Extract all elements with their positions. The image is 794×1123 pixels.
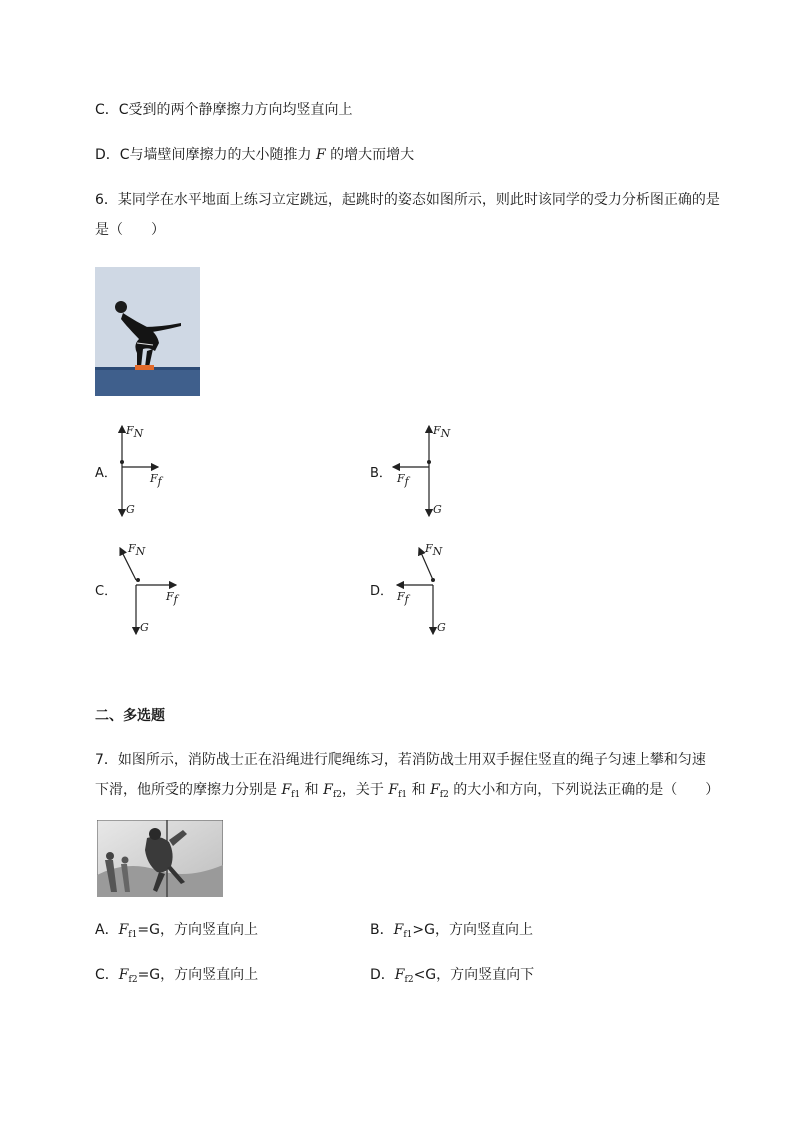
q7-ff2-symbol-2: F	[430, 782, 440, 798]
q6-diagram-c	[110, 538, 310, 648]
friction-force-label: Ff	[150, 472, 162, 488]
q7-option-c-sub: f2	[128, 975, 138, 985]
section-multiple-choice-heading: 二、多选题	[95, 708, 165, 724]
q7-ff1-symbol-2: F	[388, 782, 399, 798]
q6-option-a-label: A．	[95, 466, 117, 481]
q6-diagram-a	[110, 420, 310, 530]
q5-option-d-var: F	[316, 147, 326, 163]
q5-option-d-post: 的增大而增大	[325, 147, 415, 163]
q7-stem-part-a: 下滑，他所受的摩擦力分别是	[95, 782, 282, 798]
q7-option-b-label: B．	[370, 922, 394, 938]
q7-stem-part-c: ，关于	[341, 782, 389, 798]
q7-stem-line2	[95, 780, 719, 805]
q7-ff2-sub: f2	[332, 790, 342, 800]
q7-ff1-sub-2: f1	[398, 790, 408, 800]
long-jump-photo	[95, 267, 200, 396]
svg-text:FN: FN	[128, 542, 146, 558]
q7-ff1-symbol: F	[281, 782, 292, 798]
gravity-label: G	[126, 503, 135, 516]
q7-option-c-text: =G，方向竖直向上	[137, 967, 259, 983]
svg-text:G: G	[433, 503, 442, 516]
q7-option-c-f: F	[118, 967, 129, 983]
svg-text:FN: FN	[433, 424, 451, 440]
q5-option-d	[95, 145, 414, 165]
normal-force-label: FN	[126, 424, 144, 440]
q7-option-a-sub: f1	[128, 930, 138, 940]
svg-text:Ff: Ff	[397, 590, 409, 606]
svg-text:Ff: Ff	[397, 472, 409, 488]
q7-stem-part-e: 的大小和方向，下列说法正确的是（ ）	[448, 782, 720, 798]
q7-ff1-sub: f1	[291, 790, 301, 800]
q6-option-b-label: B．	[370, 466, 392, 481]
q7-option-d-label: D．	[370, 967, 395, 983]
q5-option-c: C．C受到的两个静摩擦力方向均竖直向上	[95, 102, 353, 118]
q7-option-a-label: A．	[95, 922, 119, 938]
q7-option-d-text: <G，方向竖直向下	[413, 967, 535, 983]
q7-option-c	[95, 965, 258, 990]
q6-diagram-b	[385, 420, 585, 530]
q7-option-b-f: F	[393, 922, 404, 938]
q6-option-d-label: D．	[370, 584, 394, 599]
q6-stem-line2: 是（ ）	[95, 222, 165, 238]
q7-option-a-text: =G，方向竖直向上	[137, 922, 258, 938]
q6-option-c-label: C．	[95, 584, 118, 599]
q7-option-b	[370, 920, 533, 945]
q7-option-c-label: C．	[95, 967, 119, 983]
q7-option-a-f: F	[118, 922, 129, 938]
q7-option-b-text: >G，方向竖直向上	[412, 922, 533, 938]
q6-stem-line1: 6．某同学在水平地面上练习立定跳远，起跳时的姿态如图所示，则此时该同学的受力分析图正确的是	[95, 192, 720, 208]
q7-option-d	[370, 965, 534, 990]
q7-option-d-f: F	[394, 967, 405, 983]
q7-stem-part-b: 和	[300, 782, 324, 798]
svg-text:G: G	[140, 621, 149, 634]
rope-climbing-photo	[97, 820, 223, 897]
svg-text:Ff: Ff	[166, 590, 178, 606]
svg-text:G: G	[437, 621, 446, 634]
q7-ff2-symbol: F	[323, 782, 333, 798]
q7-option-d-sub: f2	[404, 975, 414, 985]
q7-option-b-sub: f1	[403, 930, 413, 940]
q7-stem-part-d: 和	[407, 782, 431, 798]
svg-text:FN: FN	[425, 542, 443, 558]
q7-ff2-sub-2: f2	[439, 790, 449, 800]
q7-option-a	[95, 920, 258, 945]
q7-stem-line1: 7．如图所示，消防战士正在沿绳进行爬绳练习，若消防战士用双手握住竖直的绳子匀速上攀和匀速	[95, 752, 706, 768]
q6-diagram-d	[385, 538, 585, 648]
q5-option-d-pre: D．C与墙壁间摩擦力的大小随推力	[95, 147, 317, 163]
